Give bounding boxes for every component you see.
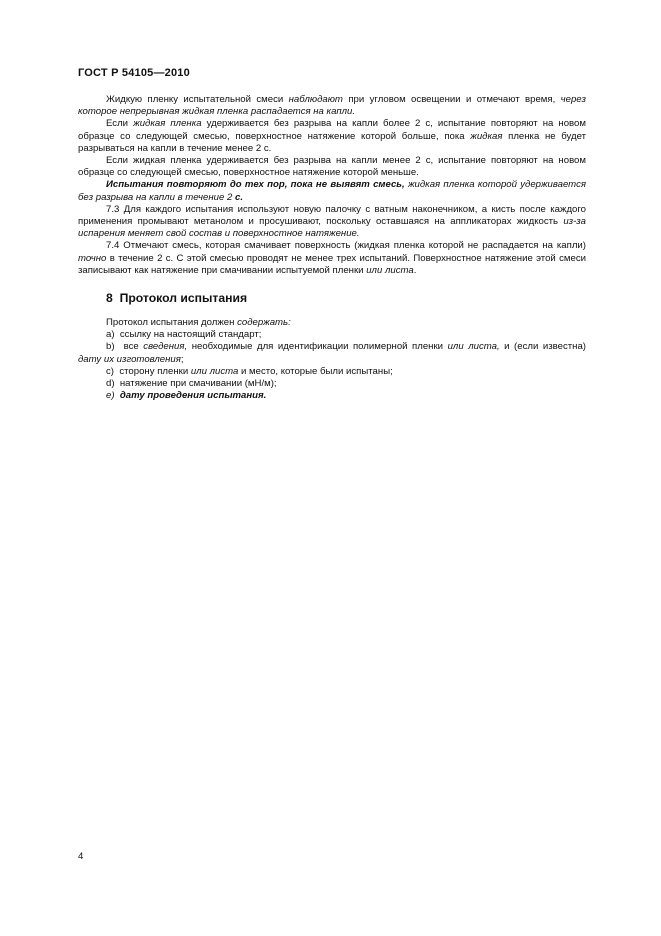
- paragraph-7-3: [78, 204, 586, 241]
- paragraph-film-less-2s: Если жидкая пленка удерживается без разрыва на капли менее 2 с, испытание повторяют на новом образце со следующей смесью, поверхностное натяжение которой меньше.: [78, 155, 586, 179]
- text-run-italic: из-за испарения меняет свой состав и поверхностное натяжение.: [78, 216, 586, 240]
- section-title: Протокол испытания: [119, 291, 248, 306]
- text-run-italic: или листа,: [447, 341, 500, 353]
- paragraph-observe-film: [78, 94, 586, 118]
- list-marker: d): [106, 378, 115, 390]
- protocol-item-b: [78, 341, 586, 365]
- protocol-item-d: [78, 378, 586, 390]
- text-run-italic: или листа: [190, 365, 239, 377]
- text-run-italic: сведения,: [143, 341, 188, 353]
- section-number: 8: [106, 291, 113, 306]
- text-run-italic: или листа: [366, 264, 414, 276]
- text-run: сторону пленки: [119, 365, 191, 377]
- text-run: Если: [106, 118, 134, 130]
- text-run-bold-italic: Испытания повторяют до тех пор, пока не выявят смесь,: [106, 179, 405, 191]
- paragraph-repeat-tests: [78, 179, 586, 203]
- document-code-header: ГОСТ Р 54105—2010: [78, 67, 190, 79]
- paragraph-film-more-2s: [78, 118, 586, 155]
- list-marker: c): [106, 365, 114, 377]
- text-run: 7.3 Для каждого испытания используют новую палочку с ватным наконечником, а кисть после каждого применения промывают метанолом и просушивают, поскольку оставшаяся на аппликаторах жидкость: [78, 203, 586, 228]
- text-run-italic: наблюдают: [288, 94, 343, 105]
- text-run-italic: жидкая пленка: [133, 118, 202, 130]
- protocol-intro: [78, 317, 586, 329]
- text-run-italic: жидкая: [470, 130, 503, 142]
- list-marker: e): [106, 390, 115, 402]
- text-run: в течение 2 с. С этой смесью проводят не менее трех испытаний. Поверхностное натяжение этой смеси записывают как натяжение при смачивании испытуемой пленки: [78, 252, 586, 276]
- document-body: [78, 94, 586, 402]
- protocol-item-e: [78, 390, 586, 402]
- protocol-item-c: [78, 366, 586, 378]
- text-run: пленка не будет разрываться на капли в течение менее 2 с.: [78, 130, 586, 154]
- text-run-bold-italic: дату проведения испытания.: [119, 390, 267, 402]
- text-run: Протокол испытания должен: [106, 317, 238, 329]
- text-run-bold-italic: с.: [234, 191, 243, 203]
- list-marker: a): [106, 329, 115, 341]
- text-run-italic: дату их изготовления: [78, 353, 181, 365]
- text-run: и (если известна): [499, 341, 586, 353]
- page-number: 4: [78, 851, 84, 862]
- text-run: .: [413, 264, 417, 276]
- text-run-italic: точно: [78, 252, 107, 264]
- text-run: 7.4 Отмечают смесь, которая смачивает поверхность (жидкая пленка которой не распадается на капли): [106, 240, 586, 252]
- text-run: Жидкую пленку испытательной смеси: [106, 94, 289, 105]
- text-run-italic: содержать:: [237, 317, 291, 329]
- list-item-text: натяжение при смачивании (мН/м);: [119, 378, 277, 390]
- text-run: удерживается без разрыва на капли более 2 с, испытание повторяют на новом образце со следующей смесью, поверхностное натяжение которой больше, пока: [78, 118, 586, 142]
- text-run-italic: жидкая пленка которой удерживается без разрыва на капли в течение 2: [78, 179, 586, 203]
- text-run: при угловом освещении и отмечают время,: [342, 94, 561, 105]
- list-item-text: ссылку на настоящий стандарт;: [119, 329, 262, 341]
- text-run: необходимые для идентификации полимерной пленки: [187, 341, 448, 353]
- text-run: все: [123, 341, 144, 353]
- text-run-italic: через которое непрерывная жидкая пленка распадается на капли.: [78, 94, 586, 118]
- list-marker: b): [106, 341, 115, 353]
- section-8-heading: [78, 291, 586, 306]
- text-run: и место, которые были испытаны;: [238, 365, 393, 377]
- text-run: ;: [180, 353, 184, 365]
- paragraph-7-4: [78, 240, 586, 277]
- protocol-item-a: [78, 329, 586, 341]
